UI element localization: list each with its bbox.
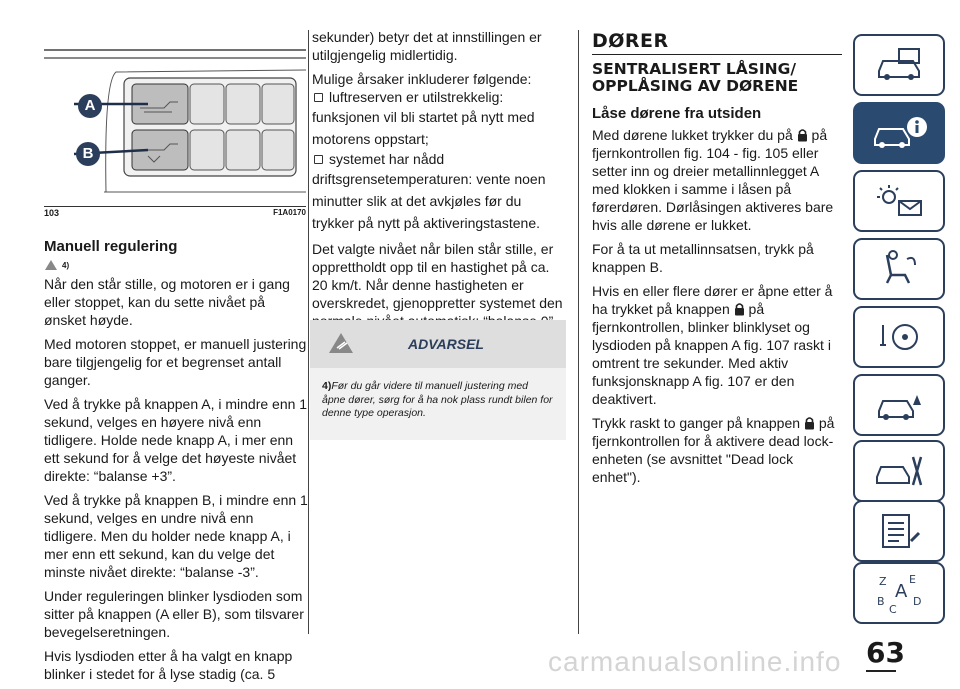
callout-a: A — [84, 97, 96, 114]
svg-text:D: D — [913, 595, 922, 608]
warning-title: ADVARSEL — [408, 336, 484, 352]
callout-b: B — [82, 145, 94, 162]
right-text: Med dørene lukket trykker du på — [592, 127, 793, 143]
subsection-title: SENTRALISERT LÅSING/ — [592, 60, 796, 78]
checkbox-bullet-icon — [314, 93, 323, 102]
tab-dashboard[interactable] — [853, 34, 945, 96]
warning-box — [310, 320, 566, 440]
tab-emergency[interactable] — [853, 374, 945, 436]
lock-from-outside-heading: Låse dørene fra utsiden — [592, 105, 762, 122]
svg-text:E: E — [909, 573, 916, 586]
lock-icon — [797, 128, 808, 142]
warning-triangle-icon — [44, 259, 58, 271]
bullet-item — [312, 88, 566, 106]
right-paragraph: For å ta ut metallinnsatsen, trykk på knappen B. — [592, 241, 814, 275]
lock-icon — [804, 416, 815, 430]
middle-paragraph: driftsgrensetemperaturen: vente noen minutter slik at det avkjøles før du trykker på nytt på aktiveringstastene. — [312, 171, 546, 231]
watermark: carmanualsonline.info — [548, 646, 842, 677]
page-number-underline — [866, 670, 896, 672]
figure-number: 103 — [44, 208, 60, 218]
tab-warning-lights[interactable] — [853, 170, 945, 232]
figure-code: F1A0170 — [273, 208, 306, 217]
warning-ref: 4) — [322, 380, 332, 392]
car-maintenance-tools-icon — [869, 451, 929, 491]
checkbox-bullet-icon — [314, 155, 323, 164]
car-emergency-icon — [869, 385, 929, 425]
subsection-title: OPPLÅSING AV DØRENE — [592, 77, 799, 95]
right-text: på fjernkontrollen, blinker blinklyset og lysdioden på knappen A fig. 107 raskt i omtrent tre sekunder. Med aktiv funksjonsknapp A fig. 107 er den deaktivert. — [592, 301, 831, 407]
bullet-item — [312, 150, 566, 168]
middle-column — [312, 28, 566, 336]
technical-data-list-icon — [869, 511, 929, 551]
middle-paragraph: Det valgte nivået når bilen står stille, er opprettholdt opp til en hastighet på ca. 20 km/t. Når denne hastigheten er overskredet, gjenoppretter systemet den — [312, 241, 563, 311]
right-text: på fjernkontrollen for å aktivere dead lock-enheten (se avsnittet "Dead lock enhet"). — [592, 415, 835, 485]
right-text: Hvis en eller flere dører er åpne etter å ha trykket på knappen — [592, 283, 833, 317]
svg-text:C: C — [889, 603, 897, 615]
tab-car-info[interactable] — [853, 102, 945, 164]
right-paragraph — [592, 126, 842, 234]
car-info-icon — [869, 113, 929, 153]
middle-paragraph: funksjonen vil bli startet på nytt med motorens oppstart; — [312, 109, 535, 147]
bullet-text: systemet har nådd — [329, 151, 445, 167]
left-paragraph: Ved å trykke på knappen B, i mindre enn 1 sekund, velges en undre nivå enn tidligere. Men du holder nede knapp A, i mer enn ett sekund, kan du velge det minste nivået direkte: “balanse -3”. — [44, 492, 308, 580]
middle-paragraph: Mulige årsaker inkluderer følgende: — [312, 71, 532, 87]
warning-triangle-icon — [328, 332, 354, 354]
bullet-text: luftreserven er utilstrekkelig: — [329, 89, 504, 105]
figure-caption — [44, 206, 306, 218]
left-paragraph: Under reguleringen blinker lysdioden som sitter på knappen (A eller B), som tilsvarer bevegelseretningen. — [44, 588, 304, 640]
left-paragraph: Med motoren stoppet, er manuell justering bare tilgjengelig for et begrenset antall ganger. — [44, 336, 307, 388]
lock-icon — [734, 302, 745, 316]
alphabetical-index-icon — [869, 571, 929, 615]
warning-light-message-icon — [869, 181, 929, 221]
warning-header — [310, 320, 566, 368]
left-paragraph: Ved å trykke på knappen A, i mindre enn 1 sekund, velges en høyere nivå enn tidligere. Holde nede knapp A, i mer enn ett sekund for å velge det høyeste nivået direkte: “balanse +3”. — [44, 396, 308, 484]
left-paragraph: Hvis lysdioden etter å ha valgt en knapp blinker i stedet for å lyse stadig (ca. 5 — [44, 648, 293, 682]
left-column — [44, 238, 308, 689]
right-text: på fjernkontrollen fig. 104 - fig. 105 eller setter inn og dreier metallinnlegget A med klokken i samme i låsen på førerdøren. Dørlåsingen aktiveres bare hvis alle dørene er lukket. — [592, 127, 834, 233]
warning-body — [310, 368, 566, 421]
column-divider — [308, 30, 309, 634]
right-paragraph — [592, 282, 842, 408]
note-ref: 4) — [62, 260, 70, 270]
tab-starting-driving[interactable] — [853, 306, 945, 368]
page-number: 63 — [866, 636, 905, 669]
section-rule — [592, 54, 842, 55]
right-column — [592, 30, 842, 492]
tab-maintenance[interactable] — [853, 440, 945, 502]
tab-safety[interactable] — [853, 238, 945, 300]
middle-paragraph: sekunder) betyr det at innstillingen er utilgjengelig midlertidig. — [312, 29, 542, 63]
tab-index[interactable] — [853, 562, 945, 624]
column-divider — [578, 30, 579, 634]
section-title: DØRER — [592, 30, 669, 52]
figure-103 — [44, 22, 306, 204]
left-paragraph: Når den står stille, og motoren er i gang eller stoppet, kan du sette nivået på ønsket høyde. — [44, 276, 290, 328]
svg-text:A: A — [895, 581, 908, 602]
steering-wheel-key-icon — [869, 317, 929, 357]
car-dashboard-icon — [869, 45, 929, 85]
svg-text:B: B — [877, 595, 885, 608]
warning-text: Før du går videre til manuell justering med åpne dører, sørg for å ha nok plass rundt bilen for denne type operasjon. — [322, 380, 553, 419]
manual-adjustment-heading: Manuell regulering — [44, 238, 178, 255]
note-ref-row — [44, 259, 308, 271]
svg-text:Z: Z — [879, 575, 887, 588]
right-paragraph — [592, 414, 842, 486]
seat-airbag-icon — [869, 249, 929, 289]
caption-rule — [44, 206, 306, 207]
tab-technical-data[interactable] — [853, 500, 945, 562]
right-text: Trykk raskt to ganger på knappen — [592, 415, 801, 431]
